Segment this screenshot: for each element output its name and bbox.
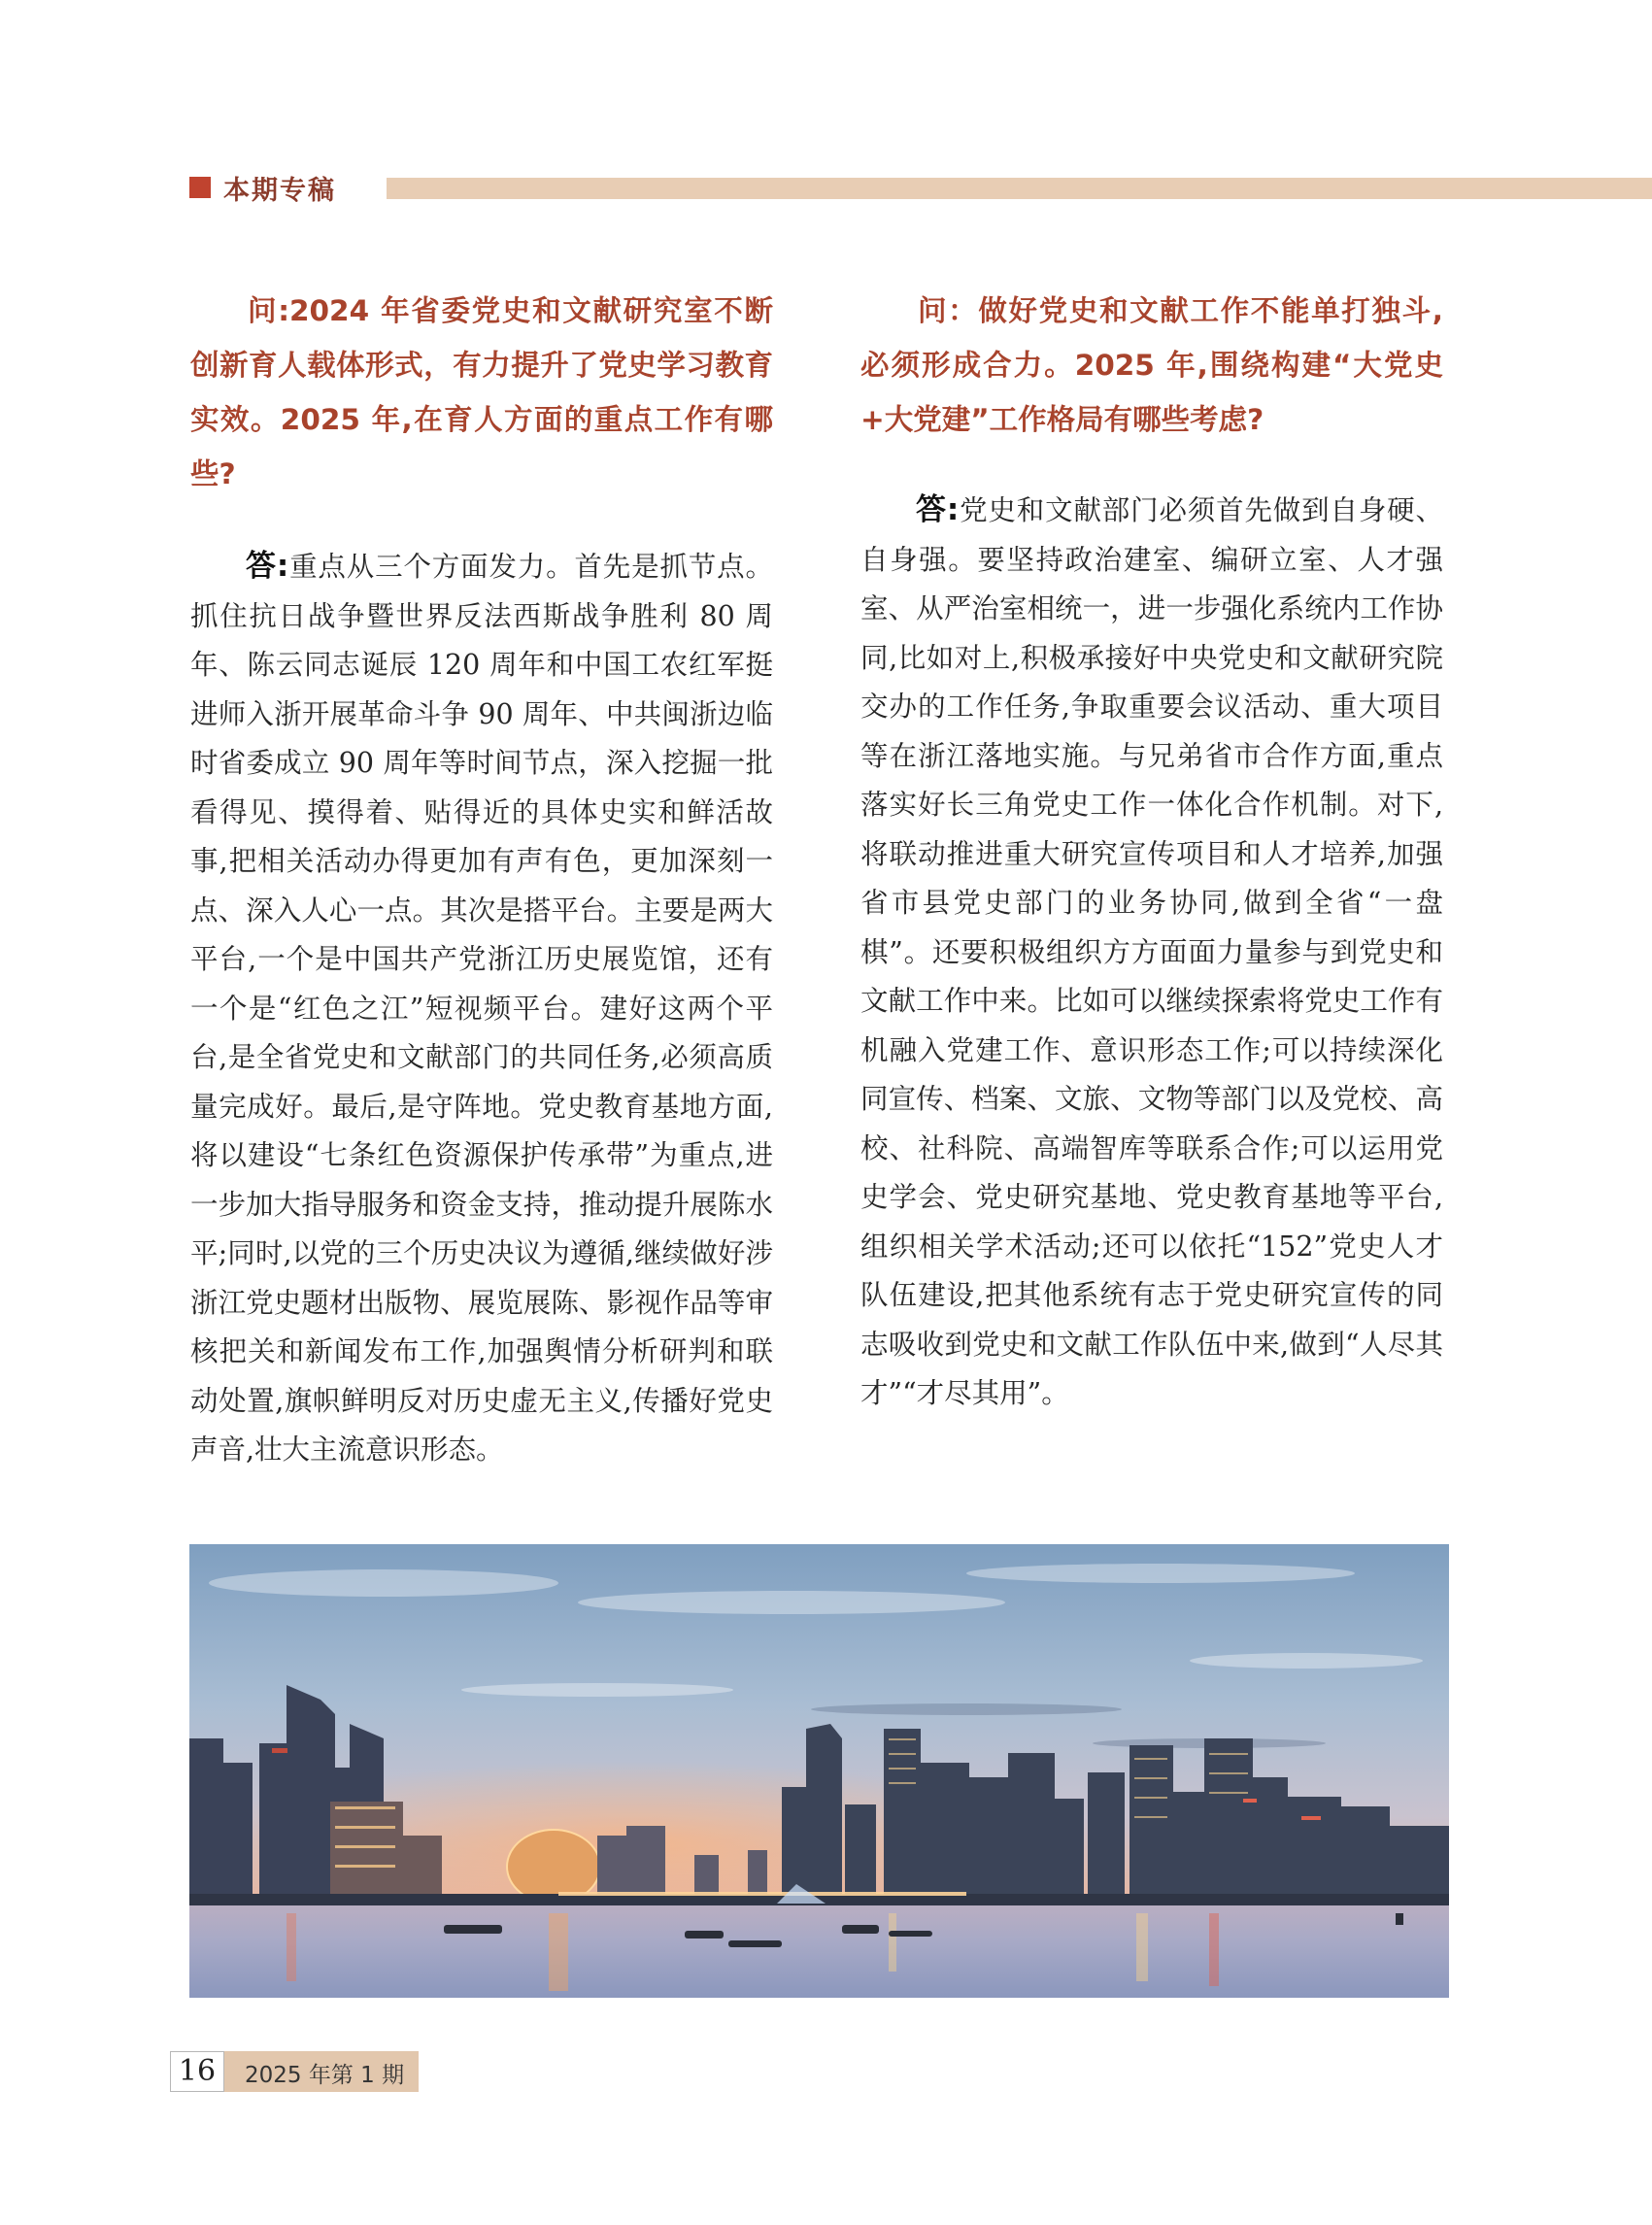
right-answer-text: 党史和文献部门必须首先做到自身硬、自身强。要坚持政治建室、编研立室、人才强室、从严治室相统一，进一步强化系统内工作协同,比如对上,积极承接好中央党史和文献研究院交办的工作任务,争取重要会议活动、重大项目等在浙江落地实施。与兄弟省市合作方面,重点落实好长三角党史工作一体化合作机制。对下,将联动推进重大研究宣传项目和人才培养,加强省市县党史部门的业务协同,做到全省“一盘棋”。还要积极组织方方面面力量参与到党史和文献工作中来。比如可以继续探索将党史工作有机融入党建工作、意识形态工作;可以持续深化同宣传、档案、文旅、文物等部门以及党校、高校、社科院、高端智库等联系合作;可以运用党史学会、党史研究基地、党史教育基地等平台,组织相关学术活动;还可以依托“152”党史人才队伍建设,把其他系统有志于党史研究宣传的同志吸收到党史和文献工作队伍中来,做到“人尽其才”“才尽其用”。	[860, 494, 1443, 1409]
right-question: 问：做好党史和文献工作不能单打独斗,必须形成合力。2025 年,围绕构建“大党史+大党建”工作格局有哪些考虑?	[860, 294, 1443, 436]
page-number-box	[170, 2051, 224, 2092]
right-answer	[860, 486, 1443, 1419]
left-answer-lead: 答:	[246, 549, 289, 584]
section-label: 本期专稿	[223, 176, 336, 206]
left-answer-text: 重点从三个方面发力。首先是抓节点。抓住抗日战争暨世界反法西斯战争胜利 80 周年、陈云同志诞辰 120 周年和中国工农红军挺进师入浙开展革命斗争 90 周年、中共闽浙边临时省委成立 90 周年等时间节点，深入挖掘一批看得见、摸得着、贴得近的具体史实和鲜活故事,把相关活动办得更加有声有色，更加深刻一点、深入人心一点。其次是搭平台。主要是两大平台,一个是中国共产党浙江历史展览馆，还有一个是“红色之江”短视频平台。建好这两个平台,是全省党史和文献部门的共同任务,必须高质量完成好。最后,是守阵地。党史教育基地方面,将以建设“七条红色资源保护传承带”为重点,进一步加大指导服务和资金支持，推动提升展陈水平;同时,以党的三个历史决议为遵循,继续做好涉浙江党史题材出版物、展览展陈、影视作品等审核把关和新闻发布工作,加强舆情分析研判和联动处置,旗帜鲜明反对历史虚无主义,传播好党史声音,壮大主流意识形态。	[190, 551, 773, 1466]
skyline-photo	[189, 1544, 1449, 1998]
right-answer-lead: 答:	[916, 492, 960, 527]
left-column	[190, 284, 773, 1475]
right-column	[860, 284, 1443, 1419]
left-question: 问:2024 年省委党史和文献研究室不断创新育人载体形式，有力提升了党史学习教育实效。2025 年,在育人方面的重点工作有哪些?	[190, 294, 773, 490]
section-rule	[387, 178, 1652, 199]
issue-label: 2025 年第 1 期	[245, 2063, 405, 2088]
page-number: 16	[178, 2054, 217, 2088]
left-answer	[190, 542, 773, 1475]
skyline-illustration	[189, 1544, 1449, 1998]
section-marker	[189, 177, 211, 198]
